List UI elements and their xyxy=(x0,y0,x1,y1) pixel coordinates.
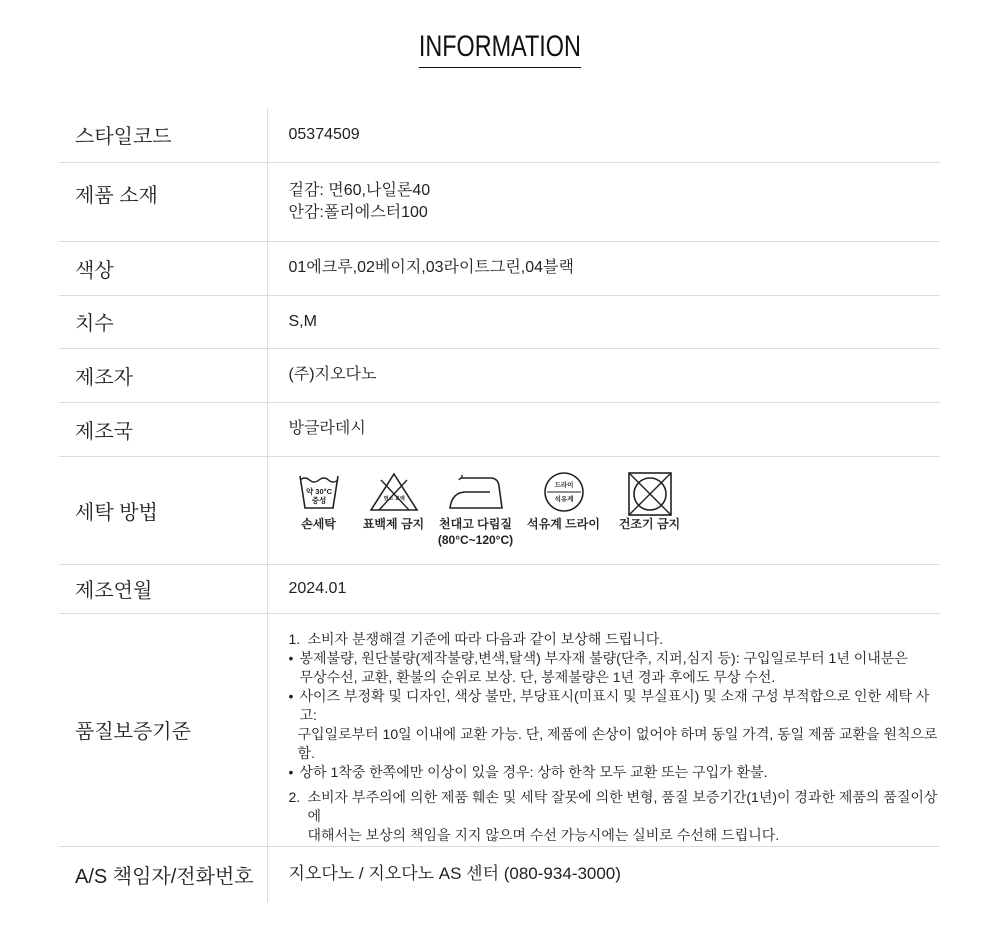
material-outer: 겉감: 면60,나일론40 xyxy=(288,181,431,199)
quality-item-2-line2: 대해서는 보상의 책임을 지지 않으며 수선 가능시에는 실비로 수선해 드립니다. xyxy=(307,826,780,843)
dry-clean-petroleum: 석유계 xyxy=(554,496,573,503)
row-as xyxy=(59,846,940,902)
iron-item xyxy=(436,472,516,548)
washing-icons xyxy=(289,472,940,548)
iron-caption: 천대고 다림질 (80°C~120°C) xyxy=(437,517,514,547)
quality-bullet-1-line1: 봉제불량, 원단불량(제작불량,변색,탈색) 부자재 불량(단추, 지퍼,심지 등): 구입일로부터 1년 이내분은 xyxy=(299,649,908,666)
label-material: 제품 소재 xyxy=(59,162,267,241)
no-tumble-dry-item xyxy=(610,472,690,532)
quality-item-1-text: 소비자 분쟁해결 기준에 따라 다음과 같이 보상해 드립니다. xyxy=(307,630,664,647)
dry-clean-dry: 드라이 xyxy=(554,482,573,489)
quality-bullet-2-line2: 구입일로부터 10일 이내에 교환 가능. 단, 제품에 손상이 없어야 하며 동일 가격, 동일 제품 교환을 원칙으로 함. xyxy=(297,725,938,761)
label-color: 색상 xyxy=(59,241,267,295)
no-bleach-caption: 표백제 금지 xyxy=(362,517,425,531)
no-tumble-dry-caption: 건조기 금지 xyxy=(618,517,681,531)
bullet-dot: • xyxy=(288,649,294,666)
quality-item-2-num: 2. xyxy=(288,788,301,805)
material-lining: 안감:폴리에스터100 xyxy=(288,203,428,221)
quality-bullet-3 xyxy=(289,763,940,782)
row-size xyxy=(59,295,940,348)
dry-clean-icon xyxy=(542,472,586,512)
no-bleach-icon xyxy=(369,472,419,512)
dry-clean-item xyxy=(524,472,604,532)
value-as: 지오다노 / 지오다노 AS 센터 (080-934-3000) xyxy=(288,864,621,884)
bullet-dot: • xyxy=(288,687,294,704)
no-bleach-chlorine: 염소 xyxy=(383,496,393,502)
row-material xyxy=(59,162,940,241)
quality-item-1 xyxy=(289,630,940,649)
row-quality xyxy=(59,613,940,846)
quality-bullet-2-line1: 사이즈 부정확 및 디자인, 색상 불만, 부당표시(미표시 및 부실표시) 및 소재 구성 부적합으로 인한 세탁 사고: xyxy=(299,687,930,723)
quality-bullet-2 xyxy=(289,687,940,725)
row-maker xyxy=(59,348,940,402)
quality-bullet-1 xyxy=(289,649,940,668)
label-quality: 품질보증기준 xyxy=(59,613,267,846)
quality-item-2-line1: 소비자 부주의에 의한 제품 훼손 및 세탁 잘못에 의한 변형, 품질 보증기간(1년)이 경과한 제품의 품질이상에 xyxy=(307,788,938,824)
hand-wash-neutral: 중성 xyxy=(311,496,326,505)
row-washing xyxy=(59,456,940,564)
value-washing xyxy=(267,456,940,564)
label-washing: 세탁 방법 xyxy=(59,456,267,564)
product-info-table xyxy=(59,108,940,902)
no-tumble-dry-icon xyxy=(627,472,673,516)
value-color: 01에크루,02베이지,03라이트그린,04블랙 xyxy=(267,241,940,295)
value-size: S,M xyxy=(267,295,940,348)
hand-wash-temp: 약 30°C xyxy=(305,487,332,496)
iron-icon xyxy=(446,472,506,512)
value-date: 2024.01 xyxy=(267,564,940,613)
label-maker: 제조자 xyxy=(59,348,267,402)
label-style-code: 스타일코드 xyxy=(59,108,267,162)
title-wrap xyxy=(0,28,1000,68)
quality-bullet-3-text: 상하 1착중 한쪽에만 이상이 있을 경우: 상하 한착 모두 교환 또는 구입가 환불. xyxy=(299,763,768,780)
label-date: 제조연월 xyxy=(59,564,267,613)
no-bleach-bleach: 표백 xyxy=(394,496,405,502)
hand-wash-item xyxy=(286,472,352,532)
label-as: A/S 책임자/전화번호 xyxy=(59,846,267,902)
hand-wash-caption: 손세탁 xyxy=(301,517,336,531)
row-color xyxy=(59,241,940,295)
label-size: 치수 xyxy=(59,295,267,348)
label-country: 제조국 xyxy=(59,402,267,456)
page-title: INFORMATION xyxy=(419,28,581,68)
row-style-code xyxy=(59,108,940,162)
row-date xyxy=(59,564,940,613)
value-country: 방글라데시 xyxy=(267,402,940,456)
quality-item-2 xyxy=(289,788,940,826)
row-country xyxy=(59,402,940,456)
value-maker: (주)지오다노 xyxy=(267,348,940,402)
quality-bullet-1-line2: 무상수선, 교환, 환불의 순위로 보상. 단, 봉제불량은 1년 경과 후에도 무상 수선. xyxy=(299,668,776,685)
quality-item-1-num: 1. xyxy=(288,630,301,647)
hand-wash-icon xyxy=(297,472,341,512)
no-bleach-item xyxy=(354,472,434,532)
dry-clean-caption: 석유계 드라이 xyxy=(527,517,600,531)
value-quality xyxy=(267,613,940,846)
value-material xyxy=(267,162,940,241)
value-style-code: 05374509 xyxy=(267,108,940,162)
bullet-dot: • xyxy=(288,763,294,780)
